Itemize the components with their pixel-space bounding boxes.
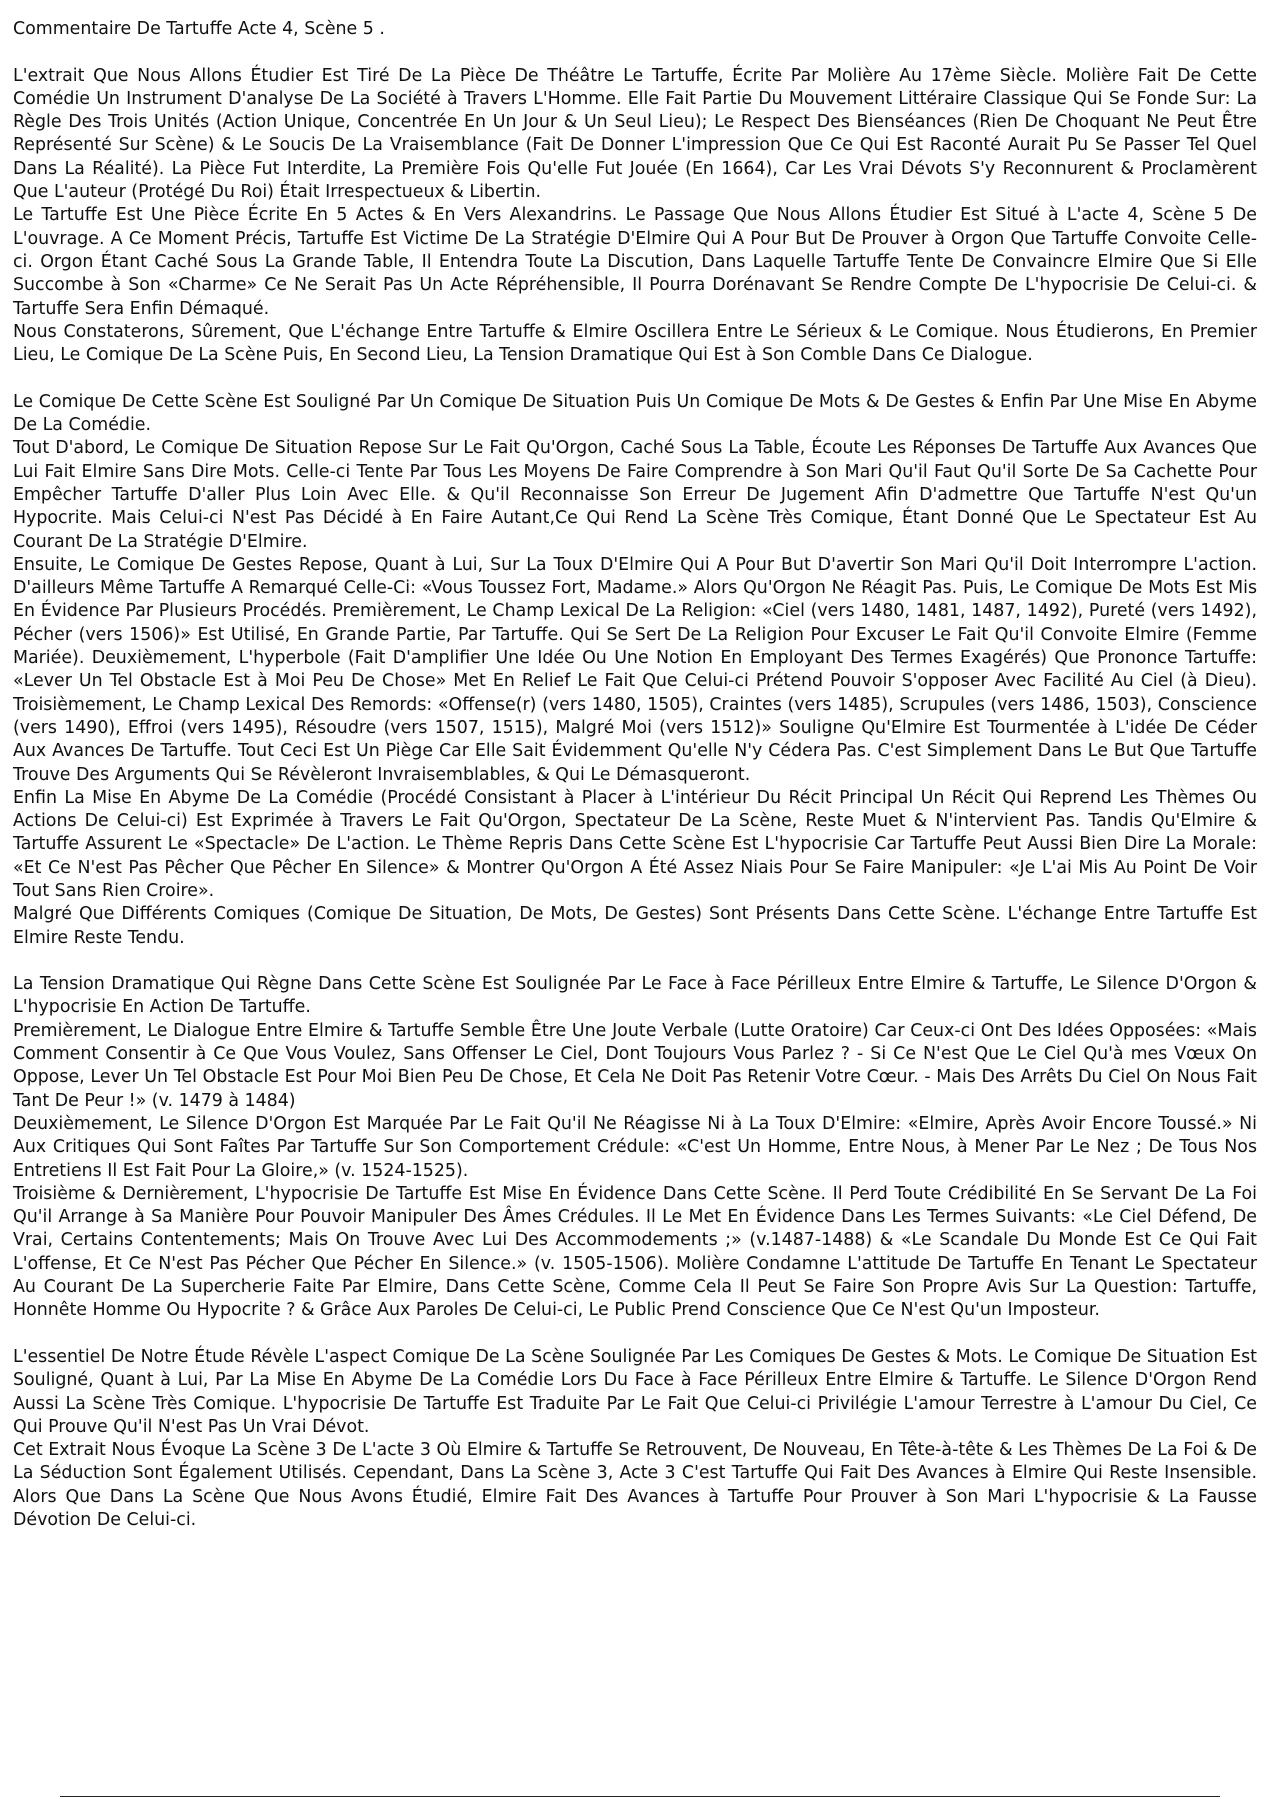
intro-paragraph-context: L'extrait Que Nous Allons Étudier Est Tiré De La Pièce De Théâtre Le Tartuffe, Écrite Par Molière Au 17ème Siècle. Molière Fait De Cette Comédie Un Instrument D'analyse De La Société à Travers L'Homme. Elle Fait Partie Du Mouvement Littéraire Classique Qui Se Fonde Sur: La Règle Des Trois Unités (Action Unique, Concentrée En Un Jour & Un Seul Lieu); Le Respect Des Bienséances (Rien De Choquant Ne Peut Être Représenté Sur Scène) & Le Soucis De La Vraisemblance (Fait De Donner L'impression Que Ce Qui Est Raconté Aurait Pu Se Passer Tel Quel Dans La Réalité). La Pièce Fut Interdite, La Première Fois Qu'elle Fut Jouée (En 1664), Car Les Vrai Dévots S'y Reconnurent & Proclamèrent Que L'auteur (Protégé Du Roi) Était Irrespectueux & Libertin.	[13, 65, 1257, 203]
comique-paragraph-mise-en-abyme: Enfin La Mise En Abyme De La Comédie (Procédé Consistant à Placer à L'intérieur Du Récit Principal Un Récit Qui Reprend Les Thèmes Ou Actions De Celui-ci) Est Exprimée à Travers Le Fait Qu'Orgon, Spectateur De La Scène, Reste Muet & N'intervient Pas. Tandis Qu'Elmire & Tartuffe Assurent Le «Spectacle» De L'action. Le Thème Repris Dans Cette Scène Est L'hypocrisie Car Tartuffe Peut Aussi Bien Dire La Morale: «Et Ce N'est Pas Pêcher Que Pêcher En Silence» & Montrer Qu'Orgon A Été Assez Niais Pour Se Faire Manipuler: «Je L'ai Mis Au Point De Voir Tout Sans Rien Croire».	[13, 787, 1257, 901]
document-page	[13, 18, 1257, 1556]
document-title: Commentaire De Tartuffe Acte 4, Scène 5 .	[13, 19, 385, 39]
conclusion-section	[13, 1346, 1257, 1532]
comique-section	[13, 391, 1257, 950]
comique-paragraph-thesis: Le Comique De Cette Scène Est Souligné Par Un Comique De Situation Puis Un Comique De Mots & De Gestes & Enfin Par Une Mise En Abyme De La Comédie.	[13, 391, 1257, 436]
tension-paragraph-dialogue: Premièrement, Le Dialogue Entre Elmire & Tartuffe Semble Être Une Joute Verbale (Lutte Oratoire) Car Ceux-ci Ont Des Idées Opposées: «Mais Comment Consentir à Ce Que Vous Voulez, Sans Offenser Le Ciel, Dont Toujours Vous Parlez ? - Si Ce N'est Que Le Ciel Qu'à mes Vœux On Oppose, Lever Un Tel Obstacle Est Pour Moi Bien Peu De Chose, Et Cela Ne Doit Pas Retenir Votre Cœur. - Mais Des Arrêts Du Ciel On Nous Fait Tant De Peur !» (v. 1479 à 1484)	[13, 1020, 1257, 1111]
comique-paragraph-transition: Malgré Que Différents Comiques (Comique De Situation, De Mots, De Gestes) Sont Présents Dans Cette Scène. L'échange Entre Tartuffe Est Elmire Reste Tendu.	[13, 904, 1257, 948]
intro-paragraph-situation: Le Tartuffe Est Une Pièce Écrite En 5 Actes & En Vers Alexandrins. Le Passage Que Nous Allons Étudier Est Situé à L'acte 4, Scène 5 De L'ouvrage. A Ce Moment Précis, Tartuffe Est Victime De La Stratégie D'Elmire Qui A Pour But De Prouver à Orgon Que Tartuffe Convoite Celle-ci. Orgon Étant Caché Sous La Grande Table, Il Entendra Toute La Discution, Dans Laquelle Tartuffe Tente De Convaincre Elmire Que Si Elle Succombe à Son «Charme» Ce Ne Serait Pas Un Acte Répréhensible, Il Pourra Dorénavant Se Rendre Compte De L'hypocrisie De Celui-ci. & Tartuffe Sera Enfin Démaqué.	[13, 205, 1257, 319]
conclusion-paragraph-opening: Cet Extrait Nous Évoque La Scène 3 De L'acte 3 Où Elmire & Tartuffe Se Retrouvent, De Nouveau, En Tête-à-tête & Les Thèmes De La Foi & De La Séduction Sont Également Utilisés. Cependant, Dans La Scène 3, Acte 3 C'est Tartuffe Qui Fait Des Avances à Elmire Qui Reste Insensible. Alors Que Dans La Scène Que Nous Avons Étudié, Elmire Fait Des Avances à Tartuffe Pour Prouver à Son Mari L'hypocrisie & La Fausse Dévotion De Celui-ci.	[13, 1440, 1257, 1530]
tension-paragraph-hypocrisie: Troisième & Dernièrement, L'hypocrisie De Tartuffe Est Mise En Évidence Dans Cette Scène. Il Perd Toute Crédibilité En Se Servant De La Foi Qu'il Arrange à Sa Manière Pour Pouvoir Manipuler Des Âmes Crédules. Il Le Met En Évidence Dans Les Termes Suivants: «Le Ciel Défend, De Vrai, Certains Contentements; Mais On Trouve Avec Lui Des Accommodements ;» (v.1487-1488) & «Le Scandale Du Monde Est Ce Qui Fait L'offense, Et Ce N'est Pas Pécher Que Pécher En Silence.» (v. 1505-1506). Molière Condamne L'attitude De Tartuffe En Tenant Le Spectateur Au Courant De La Supercherie Faite Par Elmire, Dans Cette Scène, Comme Cela Il Peut Se Faire Son Propre Avis Sur La Question: Tartuffe, Honnête Homme Ou Hypocrite ? & Grâce Aux Paroles De Celui-ci, Le Public Prend Conscience Que Ce N'est Qu'un Imposteur.	[13, 1183, 1257, 1321]
comique-paragraph-gestes-mots: Ensuite, Le Comique De Gestes Repose, Quant à Lui, Sur La Toux D'Elmire Qui A Pour But D'avertir Son Mari Qu'il Doit Interrompre L'action. D'ailleurs Même Tartuffe A Remarqué Celle-Ci: «Vous Toussez Fort, Madame.» Alors Qu'Orgon Ne Réagit Pas. Puis, Le Comique De Mots Est Mis En Évidence Par Plusieurs Procédés. Premièrement, Le Champ Lexical De La Religion: «Ciel (vers 1480, 1481, 1487, 1492), Pureté (vers 1492), Pécher (vers 1506)» Est Utilisé, En Grande Partie, Par Tartuffe. Qui Se Sert De La Religion Pour Excuser Le Fait Qu'il Convoite Elmire (Femme Mariée). Deuxièmement, L'hyperbole (Fait D'amplifier Une Idée Ou Une Notion En Employant Des Termes Exagérés) Que Prononce Tartuffe: «Lever Un Tel Obstacle Est à Moi Peu De Chose» Met En Relief Le Fait Que Celui-ci Prétend Pouvoir S'opposer Avec Facilité Au Ciel (à Dieu). Troisièmement, Le Champ Lexical Des Remords: «Offense(r) (vers 1480, 1505), Craintes (vers 1485), Scrupules (vers 1486, 1503), Conscience (vers 1490), Effroi (vers 1495), Résoudre (vers 1507, 1515), Malgré Moi (vers 1512)» Souligne Qu'Elmire Est Tourmentée à L'idée De Céder Aux Avances De Tartuffe. Tout Ceci Est Un Piège Car Elle Sait Évidemment Qu'elle N'y Cédera Pas. C'est Simplement Dans Le But Que Tartuffe Trouve Des Arguments Qui Se Révèleront Invraisemblables, & Qui Le Démasqueront.	[13, 554, 1257, 785]
tension-paragraph-thesis: La Tension Dramatique Qui Règne Dans Cette Scène Est Soulignée Par Le Face à Face Périlleux Entre Elmire & Tartuffe, Le Silence D'Orgon & L'hypocrisie En Action De Tartuffe.	[13, 974, 1257, 1018]
comique-paragraph-situation: Tout D'abord, Le Comique De Situation Repose Sur Le Fait Qu'Orgon, Caché Sous La Table, Écoute Les Réponses De Tartuffe Aux Avances Que Lui Fait Elmire Sans Dire Mots. Celle-ci Tente Par Tous Les Moyens De Faire Comprendre à Son Mari Qu'il Faut Qu'il Sorte De Sa Cachette Pour Empêcher Tartuffe D'aller Plus Loin Avec Elle. & Qu'il Reconnaisse Son Erreur De Jugement Afin D'admettre Que Tartuffe N'est Qu'un Hypocrite. Mais Celui-ci N'est Pas Décidé à En Faire Autant,Ce Qui Rend La Scène Très Comique, Étant Donné Que Le Spectateur Est Au Courant De La Stratégie D'Elmire.	[13, 438, 1257, 552]
intro-paragraph-plan: Nous Constaterons, Sûrement, Que L'échange Entre Tartuffe & Elmire Oscillera Entre Le Sérieux & Le Comique. Nous Étudierons, En Premier Lieu, Le Comique De La Scène Puis, En Second Lieu, La Tension Dramatique Qui Est à Son Comble Dans Ce Dialogue.	[13, 321, 1257, 366]
tension-paragraph-silence: Deuxièmement, Le Silence D'Orgon Est Marquée Par Le Fait Qu'il Ne Réagisse Ni à La Toux D'Elmire: «Elmire, Après Avoir Encore Toussé.» Ni Aux Critiques Qui Sont Faîtes Par Tartuffe Sur Son Comportement Crédule: «C'est Un Homme, Entre Nous, à Mener Par Le Nez ; De Tous Nos Entretiens Il Est Fait Pour La Gloire,» (v. 1524-1525).	[13, 1113, 1257, 1181]
conclusion-paragraph-summary: L'essentiel De Notre Étude Révèle L'aspect Comique De La Scène Soulignée Par Les Comiques De Gestes & Mots. Le Comique De Situation Est Souligné, Quant à Lui, Par La Mise En Abyme De La Comédie Lors Du Face à Face Périlleux Entre Elmire & Tartuffe. Le Silence D'Orgon Rend Aussi La Scène Très Comique. L'hypocrisie De Tartuffe Est Traduite Par Le Fait Que Celui-ci Privilégie L'amour Terrestre à L'amour Du Ciel, Ce Qui Prouve Qu'il N'est Pas Un Vrai Dévot.	[13, 1346, 1257, 1437]
footer-divider	[60, 1796, 1220, 1797]
tension-section	[13, 973, 1257, 1322]
introduction-section	[13, 65, 1257, 368]
